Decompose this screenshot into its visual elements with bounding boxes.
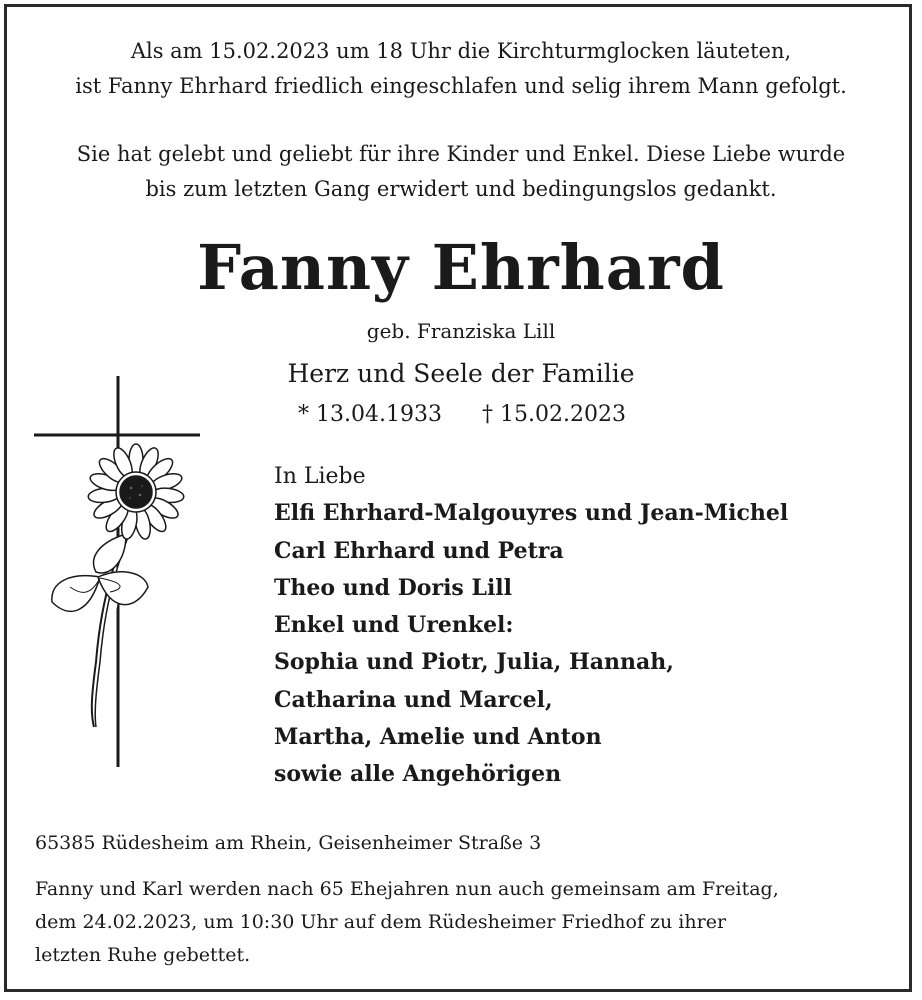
mourner-line: sowie alle Angehörigen [274, 761, 562, 788]
mourner-line: Carl Ehrhard und Petra [274, 537, 564, 564]
notice-line: Fanny und Karl werden nach 65 Ehejahren nun auch gemeinsam am Freitag, [35, 878, 779, 900]
death-date: † 15.02.2023 [482, 402, 626, 427]
epithet: Herz und Seele der Familie [287, 359, 635, 388]
funeral-notice [35, 873, 875, 972]
mourner-line: Elfi Ehrhard-Malgouyres und Jean-Michel [274, 500, 789, 527]
intro-line: ist Fanny Ehrhard friedlich eingeschlafen und selig ihrem Mann gefolgt. [75, 74, 847, 98]
mourner-line: Catharina und Marcel, [274, 686, 553, 713]
mourner-line: Sophia und Piotr, Julia, Hannah, [274, 649, 674, 676]
cross-with-sunflower-icon [30, 372, 205, 776]
intro-line: Als am 15.02.2023 um 18 Uhr die Kirchturmglocken läuteten, [130, 39, 792, 63]
mourner-line: Enkel und Urenkel: [274, 612, 514, 639]
deceased-name: Fanny Ehrhard [197, 231, 725, 304]
mourner-line: Martha, Amelie und Anton [274, 724, 602, 751]
notice-line: letzten Ruhe gebettet. [35, 944, 251, 966]
intro-line: bis zum letzten Gang erwidert und bedingungslos gedankt. [145, 177, 777, 201]
birth-date: * 13.04.1933 [298, 402, 442, 427]
mourner-line: Theo und Doris Lill [274, 574, 513, 601]
mourners-list [274, 458, 788, 794]
birth-name: geb. Franziska Lill [366, 319, 556, 343]
intro-paragraph-1 [0, 34, 922, 104]
address: 65385 Rüdesheim am Rhein, Geisenheimer Straße 3 [35, 832, 542, 854]
mourners-lead: In Liebe [274, 464, 366, 489]
notice-line: dem 24.02.2023, um 10:30 Uhr auf dem Rüdesheimer Friedhof zu ihrer [35, 911, 727, 933]
intro-paragraph-2 [0, 137, 922, 207]
intro-line: Sie hat gelebt und geliebt für ihre Kinder und Enkel. Diese Liebe wurde [76, 142, 846, 166]
